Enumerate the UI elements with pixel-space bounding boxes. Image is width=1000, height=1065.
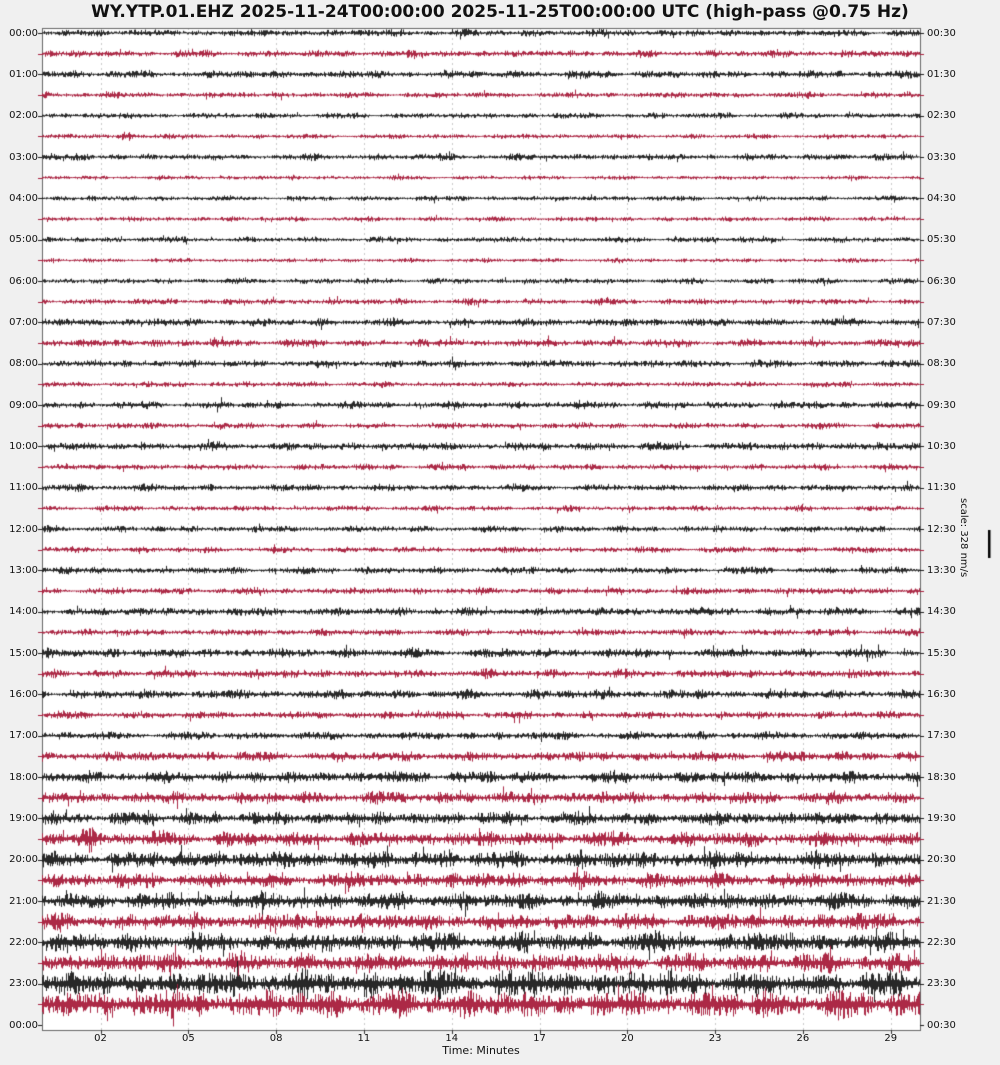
y-axis-label-right: 09:30	[927, 399, 956, 411]
x-tick-label: 14	[445, 1033, 459, 1044]
y-axis-label-right: 23:30	[927, 978, 956, 990]
y-axis-label-right: 03:30	[927, 151, 956, 163]
y-axis-label-left: 19:00	[9, 812, 38, 824]
scale-label: scale: 328 nm/s	[958, 498, 969, 578]
x-tick-label: 26	[796, 1033, 810, 1044]
y-axis-label-left: 00:00	[9, 1019, 38, 1031]
y-axis-label-right: 07:30	[927, 316, 956, 328]
y-axis-label-left: 20:00	[9, 854, 38, 866]
y-axis-label-left: 08:00	[9, 358, 38, 370]
y-axis-label-left: 03:00	[9, 151, 38, 163]
y-axis-label-left: 23:00	[9, 978, 38, 990]
y-axis-label-left: 18:00	[9, 771, 38, 783]
y-axis-label-right: 13:30	[927, 564, 956, 576]
x-tick-label: 11	[357, 1033, 371, 1044]
y-axis-label-right: 00:30	[927, 1019, 956, 1031]
y-axis-label-left: 13:00	[9, 564, 38, 576]
y-axis-label-right: 06:30	[927, 275, 956, 287]
x-tick-label: 08	[269, 1033, 283, 1044]
y-axis-label-left: 04:00	[9, 192, 38, 204]
x-tick-label: 23	[708, 1033, 722, 1044]
y-axis-label-left: 10:00	[9, 440, 38, 452]
y-axis-label-right: 22:30	[927, 936, 956, 948]
y-axis-label-right: 21:30	[927, 895, 956, 907]
y-axis-label-left: 01:00	[9, 68, 38, 80]
y-axis-label-left: 07:00	[9, 316, 38, 328]
y-axis-label-right: 11:30	[927, 482, 956, 494]
y-axis-label-left: 12:00	[9, 523, 38, 535]
y-axis-label-left: 15:00	[9, 647, 38, 659]
y-axis-label-left: 09:00	[9, 399, 38, 411]
y-axis-label-right: 15:30	[927, 647, 956, 659]
y-axis-label-left: 06:00	[9, 275, 38, 287]
x-tick-label: 02	[94, 1033, 107, 1044]
y-axis-label-right: 00:30	[927, 27, 956, 39]
y-axis-label-right: 01:30	[927, 68, 956, 80]
x-tick-label: 05	[181, 1033, 195, 1044]
y-axis-label-right: 19:30	[927, 812, 956, 824]
y-axis-label-right: 10:30	[927, 440, 956, 452]
y-axis-label-right: 04:30	[927, 192, 956, 204]
y-axis-label-right: 16:30	[927, 688, 956, 700]
y-axis-label-right: 05:30	[927, 234, 956, 246]
y-axis-label-right: 18:30	[927, 771, 956, 783]
y-axis-label-left: 02:00	[9, 110, 38, 122]
y-axis-label-right: 12:30	[927, 523, 956, 535]
y-axis-label-left: 22:00	[9, 936, 38, 948]
y-axis-label-right: 08:30	[927, 358, 956, 370]
x-tick-label: 17	[533, 1033, 546, 1044]
y-axis-label-right: 14:30	[927, 606, 956, 618]
y-axis-label-left: 05:00	[9, 234, 38, 246]
plot-title: WY.YTP.01.EHZ 2025-11-24T00:00:00 2025-11-25T00:00:00 UTC (high-pass @0.75 Hz)	[91, 2, 909, 22]
x-tick-label: 29	[884, 1033, 898, 1044]
x-axis-title: Time: Minutes	[442, 1044, 520, 1057]
y-axis-label-left: 11:00	[9, 482, 38, 494]
y-axis-label-left: 00:00	[9, 27, 38, 39]
y-axis-label-right: 20:30	[927, 854, 956, 866]
y-axis-label-right: 17:30	[927, 730, 956, 742]
y-axis-label-left: 21:00	[9, 895, 38, 907]
y-axis-label-left: 14:00	[9, 606, 38, 618]
y-axis-label-left: 17:00	[9, 730, 38, 742]
y-axis-label-right: 02:30	[927, 110, 956, 122]
y-axis-label-left: 16:00	[9, 688, 38, 700]
x-tick-label: 20	[620, 1033, 634, 1044]
